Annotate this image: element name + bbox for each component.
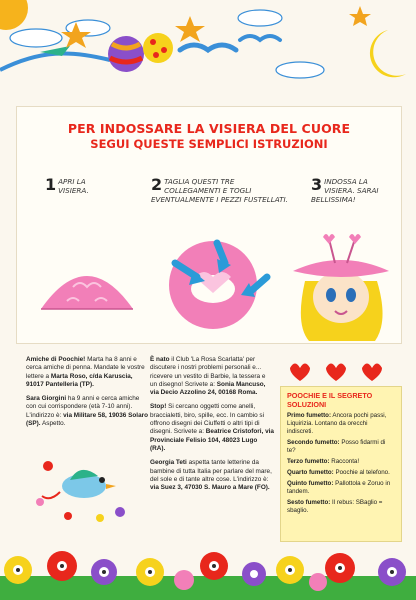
solution-item: Primo fumetto: Ancora pochi passi, Liquirizia. Lontano da orecchi indiscreti. [287,411,387,435]
solution-item: Secondo fumetto: Posso fidarmi di te? [287,438,386,454]
bird-with-flowers-illustration [30,456,140,526]
step-1-text: APRI LA VISIERA. [58,177,89,195]
step-3 [311,177,395,204]
entry-georgia: Georgia Teti aspetta tante letterine da bambine di tutta Italia per parlare del mare, del sole e di tante altre cose. L'indirizzo è: via Suez 3, 47030 S. Mauro a Mare (FO). [150,459,272,492]
page-title: PER INDOSSARE LA VISIERA DEL CUORE [67,121,351,136]
instructions-panel [16,106,402,344]
girl-wearing-visor-illustration [285,225,395,343]
pen-pals-column-1 [26,356,150,434]
solution-item: Sesto fumetto: Il rebus: SBaglio = sbaglio. [287,498,383,514]
top-illustration-band [0,0,416,104]
step-3-number: 3 [311,175,323,194]
entry-marta: Amiche di Poochie! Marta ha 8 anni e cerca amiche di penna. Mandate le vostre lettere a Marta Roso, c/da Karuscia, 91017 Pantelleria (TP). [26,356,145,388]
solutions-subtitle: SOLUZIONI [287,399,327,409]
step-1-number: 1 [45,175,57,194]
flower-border-illustration [0,536,416,600]
solutions-box [280,386,402,542]
solution-item: Quarto fumetto: Poochie al telefono. [287,468,390,476]
entry-stop: Stop! Si cercano oggetti come anelli, braccialetti, biro, spille, ecc. In cambio si offrono disegni dei Ciuffetti o altri tipi di disegni. Scrivete a: Beatrice Cristofori, via Provinciale Felisio 104, 48023 Lugo (RA). [150,403,274,452]
solution-item: Quinto fumetto: Pallottola e Zoruo in tandem. [287,479,391,495]
sky-scene-illustration [0,0,416,104]
pen-pals-column-2 [150,356,274,498]
step-2-number: 2 [151,175,163,194]
open-visor-illustration [155,219,285,337]
solution-item: Terzo fumetto: Racconta! [287,457,360,465]
closed-visor-illustration [37,253,137,315]
entry-club: È nato il Club 'La Rosa Scarlatta' per discutere i nostri problemi personali e... ricevere un vestito di Barbie, la tessera e un disegno! Scrivete a: Sonia Mancuso, via Decio Azzolino 24, 00168 Roma. [150,356,266,397]
step-1 [45,177,115,195]
step-3-text: INDOSSA LA VISIERA. SARAI BELLISSIMA! [311,177,379,204]
page-subtitle: SEGUI QUESTE SEMPLICI ISTRUZIONI [90,137,328,151]
step-2 [151,177,291,204]
solutions-title: POOCHIE E IL SEGRETO [287,391,373,400]
step-2-text: TAGLIA QUESTI TRE COLLEGAMENTI E TOGLI EVENTUALMENTE I PEZZI FUSTELLATI. [151,177,288,204]
three-hearts-decoration [284,362,394,382]
entry-sara: Sara Giorgini ha 9 anni e cerca amiche con cui corrispondere (età 7-10 anni). L'indirizzo è: via Militare 58, 19036 Solaro (SP). Aspetto. [26,395,149,428]
flower-border [0,536,416,600]
